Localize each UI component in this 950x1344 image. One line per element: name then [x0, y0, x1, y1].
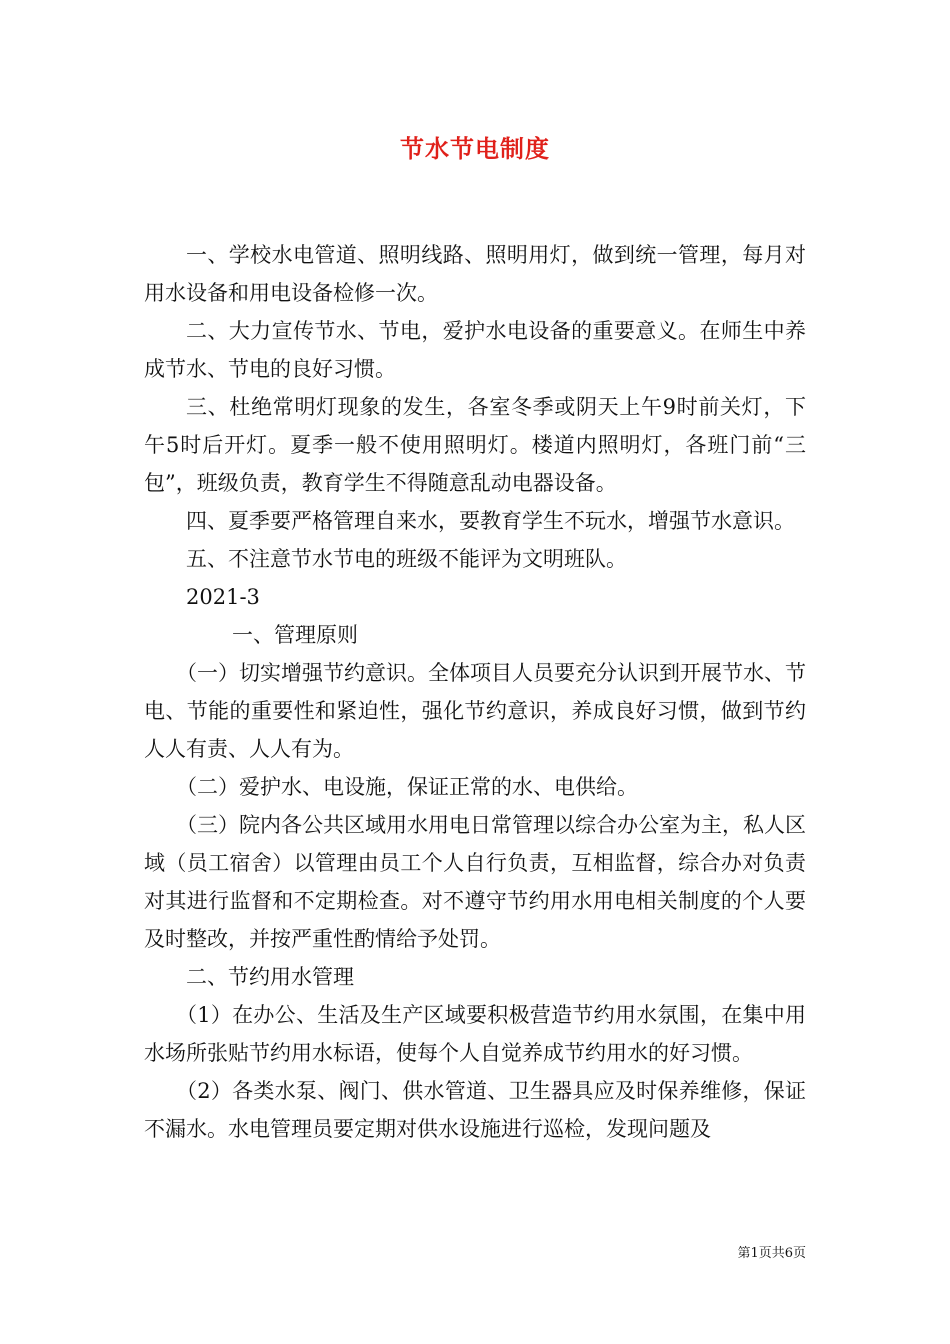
- section2-item-1: （1）在办公、生活及生产区域要积极营造节约用水氛围，在集中用水场所张贴节约用水标语，使每个人自觉养成节约用水的好习惯。: [144, 1003, 806, 1065]
- document-date: 2021-3: [186, 585, 260, 609]
- section1-heading: 一、管理原则: [232, 623, 358, 647]
- paragraph-1: 一、学校水电管道、照明线路、照明用灯，做到统一管理，每月对用水设备和用电设备检修一次。: [144, 243, 806, 305]
- paragraph-2: 二、大力宣传节水、节电，爱护水电设备的重要意义。在师生中养成节水、节电的良好习惯。: [144, 319, 806, 381]
- paragraph-3: 三、杜绝常明灯现象的发生，各室冬季或阴天上午9时前关灯，下午5时后开灯。夏季一般不使用照明灯。楼道内照明灯，各班门前“三包”，班级负责，教育学生不得随意乱动电器设备。: [144, 395, 806, 495]
- section1-item-3: （三）院内各公共区域用水用电日常管理以综合办公室为主，私人区域（员工宿舍）以管理由员工个人自行负责，互相监督，综合办对负责对其进行监督和不定期检查。对不遵守节约用水用电相关制度的个人要及时整改，并按严重性酌情给予处罚。: [144, 813, 806, 951]
- section2-item-2: （2）各类水泵、阀门、供水管道、卫生器具应及时保养维修，保证不漏水。水电管理员要定期对供水设施进行巡检，发现问题及: [144, 1079, 806, 1141]
- paragraph-5: 五、不注意节水节电的班级不能评为文明班队。: [186, 547, 627, 571]
- page-number: 第1页共6页: [737, 1246, 806, 1261]
- document-body: [144, 236, 806, 1148]
- document-title: 节水节电制度: [400, 134, 550, 163]
- section2-heading: 二、节约用水管理: [186, 965, 354, 989]
- section1-item-1: （一）切实增强节约意识。全体项目人员要充分认识到开展节水、节电、节能的重要性和紧迫性，强化节约意识，养成良好习惯，做到节约人人有责、人人有为。: [144, 661, 806, 761]
- section1-item-2: （二）爱护水、电设施，保证正常的水、电供给。: [176, 775, 638, 799]
- paragraph-4: 四、夏季要严格管理自来水，要教育学生不玩水，增强节水意识。: [186, 509, 795, 533]
